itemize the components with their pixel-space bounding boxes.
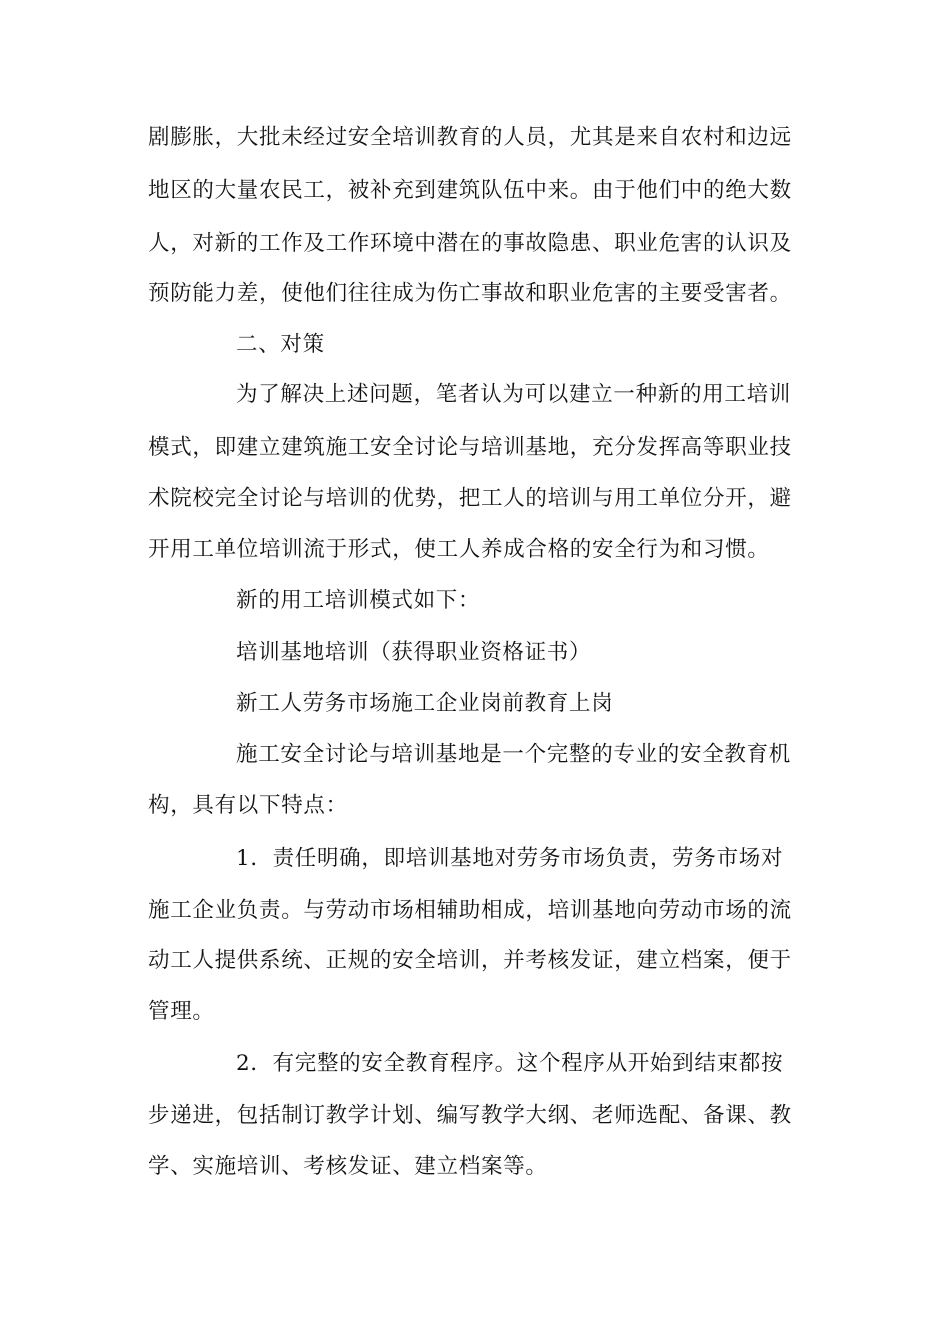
paragraph-line: 构，具有以下特点：: [148, 793, 348, 818]
list-item-line: 管理。: [148, 999, 215, 1024]
paragraph-line: 施工安全讨论与培训基地是一个完整的专业的安全教育机: [236, 742, 792, 767]
paragraph-line: 地区的大量农民工，被补充到建筑队伍中来。由于他们中的绝大数: [148, 178, 792, 203]
paragraph-line: 培训基地培训（获得职业资格证书）: [236, 640, 592, 665]
paragraph-line: 新的用工培训模式如下：: [236, 588, 481, 613]
paragraph-line: 人，对新的工作及工作环境中潜在的事故隐患、职业危害的认识及: [148, 231, 792, 256]
paragraph-line: 剧膨胀，大批未经过安全培训教育的人员，尤其是来自农村和边远: [148, 125, 792, 150]
paragraph-line: 为了解决上述问题，笔者认为可以建立一种新的用工培训: [236, 382, 792, 407]
paragraph-line: 开用工单位培训流于形式，使工人养成合格的安全行为和习惯。: [148, 537, 770, 562]
section-heading: 二、对策: [236, 332, 325, 357]
paragraph-line: 术院校完全讨论与培训的优势，把工人的培训与用工单位分开，避: [148, 486, 792, 511]
list-item-line: 动工人提供系统、正规的安全培训，并考核发证，建立档案，便于: [148, 948, 792, 973]
list-item-line: 学、实施培训、考核发证、建立档案等。: [148, 1154, 548, 1179]
paragraph-line: 预防能力差，使他们往往成为伤亡事故和职业危害的主要受害者。: [148, 281, 792, 306]
paragraph-line: 新工人劳务市场施工企业岗前教育上岗: [236, 691, 614, 716]
list-item-line: 施工企业负责。与劳动市场相辅助相成，培训基地向劳动市场的流: [148, 898, 792, 923]
list-item-line: 1．责任明确，即培训基地对劳务市场负责，劳务市场对: [236, 846, 784, 871]
paragraph-line: 模式，即建立建筑施工安全讨论与培训基地，充分发挥高等职业技: [148, 435, 792, 460]
list-item-line: 步递进，包括制订教学计划、编写教学大纲、老师选配、备课、教: [148, 1103, 792, 1128]
list-item-line: 2．有完整的安全教育程序。这个程序从开始到结束都按: [236, 1051, 784, 1076]
